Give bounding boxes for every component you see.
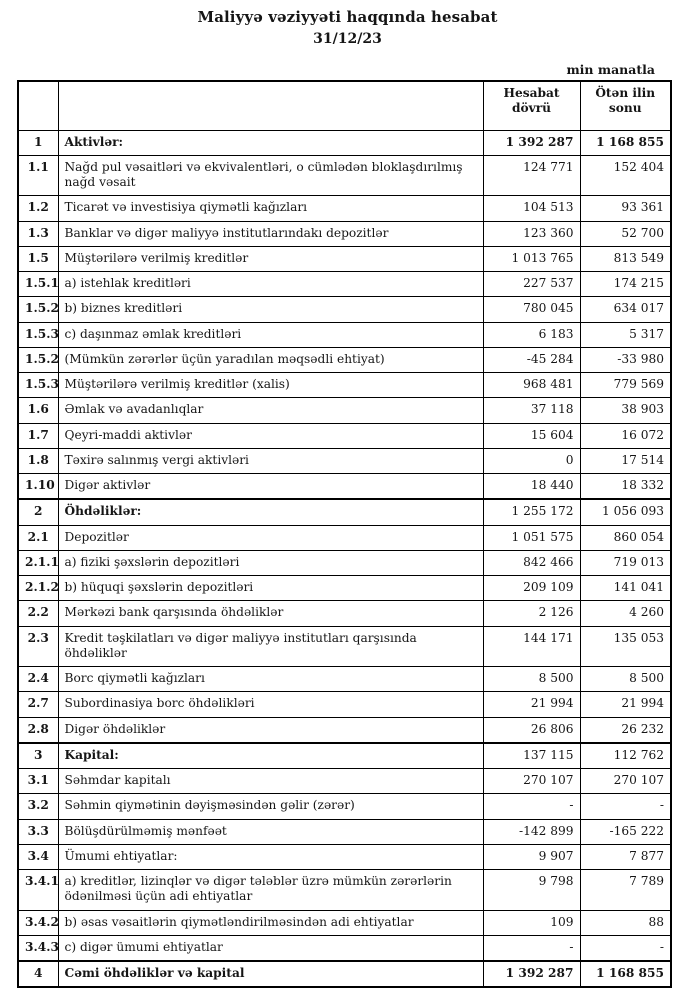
row-previous-value: 152 404 (580, 155, 671, 196)
report-title: Maliyyə vəziyyəti haqqında hesabat (197, 8, 498, 26)
row-label: Əmlak və avadanlıqlar (58, 398, 483, 423)
table-row (18, 246, 671, 271)
row-label: b) hüquqi şəxslərin depozitləri (58, 576, 483, 601)
row-label: Öhdəliklər: (58, 499, 483, 525)
row-number: 3.2 (18, 794, 58, 819)
row-previous-value: 93 361 (580, 196, 671, 221)
row-number: 1.5.1 (18, 272, 58, 297)
row-number: 1.10 (18, 474, 58, 500)
row-current-value: 18 440 (483, 474, 580, 500)
row-current-value: 109 (483, 910, 580, 935)
table-row (18, 423, 671, 448)
row-label: Müştərilərə verilmiş kreditlər (xalis) (58, 373, 483, 398)
row-previous-value: 141 041 (580, 576, 671, 601)
row-previous-value: 174 215 (580, 272, 671, 297)
row-number: 2.3 (18, 626, 58, 667)
header-label-cell (58, 81, 483, 131)
row-label: Ümumi ehtiyatlar: (58, 844, 483, 869)
row-previous-value: 21 994 (580, 692, 671, 717)
row-label: Müştərilərə verilmiş kreditlər (58, 246, 483, 271)
row-previous-value: 1 168 855 (580, 961, 671, 987)
table-row (18, 743, 671, 769)
row-label: Mərkəzi bank qarşısında öhdəliklər (58, 601, 483, 626)
row-number: 1.1 (18, 155, 58, 196)
row-current-value: 780 045 (483, 297, 580, 322)
table-row (18, 221, 671, 246)
row-label: Digər öhdəliklər (58, 717, 483, 743)
row-current-value: 1 392 287 (483, 961, 580, 987)
row-current-value: 209 109 (483, 576, 580, 601)
row-label: Banklar və digər maliyyə institutlarındakı depozitlər (58, 221, 483, 246)
row-number: 1.5.2 (18, 347, 58, 372)
table-row (18, 196, 671, 221)
table-row (18, 525, 671, 550)
row-number: 1.2 (18, 196, 58, 221)
row-number: 2.1.1 (18, 550, 58, 575)
row-number: 3.4.2 (18, 910, 58, 935)
table-row (18, 844, 671, 869)
row-previous-value: 88 (580, 910, 671, 935)
row-label: Nağd pul vəsaitləri və ekvivalentləri, o cümlədən bloklaşdırılmış nağd vəsait (58, 155, 483, 196)
table-row (18, 794, 671, 819)
table-row (18, 819, 671, 844)
row-number: 1.5 (18, 246, 58, 271)
row-number: 1.7 (18, 423, 58, 448)
row-label: a) istehlak kreditləri (58, 272, 483, 297)
row-label: (Mümkün zərərlər üçün yaradılan məqsədli ehtiyat) (58, 347, 483, 372)
row-current-value: 0 (483, 448, 580, 473)
header-current-period: Hesabat dövrü (483, 81, 580, 131)
row-number: 1.6 (18, 398, 58, 423)
table-row (18, 576, 671, 601)
row-label: Bölüşdürülməmiş mənfəət (58, 819, 483, 844)
row-current-value: 15 604 (483, 423, 580, 448)
row-label: c) daşınmaz əmlak kreditləri (58, 322, 483, 347)
row-current-value: 227 537 (483, 272, 580, 297)
row-current-value: 9 907 (483, 844, 580, 869)
row-previous-value: - (580, 794, 671, 819)
row-number: 2.8 (18, 717, 58, 743)
row-label: Cəmi öhdəliklər və kapital (58, 961, 483, 987)
row-previous-value: 5 317 (580, 322, 671, 347)
row-current-value: 1 392 287 (483, 130, 580, 155)
header-previous-period: Ötən ilin sonu (580, 81, 671, 131)
row-label: Səhmin qiymətinin dəyişməsindən gəlir (zərər) (58, 794, 483, 819)
row-label: Səhmdar kapitalı (58, 769, 483, 794)
row-previous-value: - (580, 935, 671, 961)
table-row (18, 272, 671, 297)
row-previous-value: 18 332 (580, 474, 671, 500)
row-previous-value: 779 569 (580, 373, 671, 398)
row-label: a) fiziki şəxslərin depozitləri (58, 550, 483, 575)
table-row (18, 717, 671, 743)
row-previous-value: 719 013 (580, 550, 671, 575)
row-current-value: 270 107 (483, 769, 580, 794)
row-previous-value: 17 514 (580, 448, 671, 473)
table-row (18, 769, 671, 794)
row-current-value: 8 500 (483, 667, 580, 692)
row-previous-value: 112 762 (580, 743, 671, 769)
row-previous-value: 8 500 (580, 667, 671, 692)
row-number: 1 (18, 130, 58, 155)
row-current-value: 6 183 (483, 322, 580, 347)
row-number: 3.1 (18, 769, 58, 794)
row-previous-value: 1 168 855 (580, 130, 671, 155)
row-number: 2.1.2 (18, 576, 58, 601)
row-label: b) biznes kreditləri (58, 297, 483, 322)
row-current-value: 37 118 (483, 398, 580, 423)
row-label: Qeyri-maddi aktivlər (58, 423, 483, 448)
row-previous-value: 1 056 093 (580, 499, 671, 525)
row-current-value: 104 513 (483, 196, 580, 221)
row-previous-value: -165 222 (580, 819, 671, 844)
row-number: 4 (18, 961, 58, 987)
row-previous-value: 7 789 (580, 870, 671, 911)
row-previous-value: 4 260 (580, 601, 671, 626)
table-row (18, 935, 671, 961)
row-number: 1.5.3 (18, 373, 58, 398)
row-previous-value: 135 053 (580, 626, 671, 667)
row-number: 1.5.2 (18, 297, 58, 322)
row-current-value: 9 798 (483, 870, 580, 911)
table-row (18, 910, 671, 935)
row-current-value: 21 994 (483, 692, 580, 717)
table-row (18, 870, 671, 911)
row-number: 1.5.3 (18, 322, 58, 347)
table-row (18, 448, 671, 473)
row-previous-value: 16 072 (580, 423, 671, 448)
row-number: 3 (18, 743, 58, 769)
row-number: 2.1 (18, 525, 58, 550)
row-number: 2.2 (18, 601, 58, 626)
row-current-value: - (483, 935, 580, 961)
row-label: Depozitlər (58, 525, 483, 550)
row-number: 3.3 (18, 819, 58, 844)
table-row (18, 961, 671, 987)
row-number: 2.4 (18, 667, 58, 692)
row-previous-value: 7 877 (580, 844, 671, 869)
table-row (18, 667, 671, 692)
row-number: 2 (18, 499, 58, 525)
row-label: Aktivlər: (58, 130, 483, 155)
row-current-value: 144 171 (483, 626, 580, 667)
row-label: Ticarət və investisiya qiymətli kağızları (58, 196, 483, 221)
row-label: Kapital: (58, 743, 483, 769)
row-previous-value: 270 107 (580, 769, 671, 794)
table-row (18, 155, 671, 196)
row-previous-value: 813 549 (580, 246, 671, 271)
row-current-value: -45 284 (483, 347, 580, 372)
row-current-value: 1 255 172 (483, 499, 580, 525)
table-row (18, 322, 671, 347)
row-label: Subordinasiya borc öhdəlikləri (58, 692, 483, 717)
row-number: 1.3 (18, 221, 58, 246)
row-label: a) kreditlər, lizinqlər və digər tələblər üzrə mümkün zərərlərin ödənilməsi üçün adi ehtiyatlar (58, 870, 483, 911)
row-label: Borc qiymətli kağızları (58, 667, 483, 692)
table-row (18, 626, 671, 667)
table-row (18, 474, 671, 500)
table-row (18, 692, 671, 717)
table-row (18, 499, 671, 525)
row-current-value: 968 481 (483, 373, 580, 398)
row-label: Kredit təşkilatları və digər maliyyə institutları qarşısında öhdəliklər (58, 626, 483, 667)
row-current-value: 1 051 575 (483, 525, 580, 550)
table-row (18, 130, 671, 155)
row-current-value: 26 806 (483, 717, 580, 743)
unit-note: min manatla (566, 61, 655, 77)
row-number: 1.8 (18, 448, 58, 473)
row-current-value: 1 013 765 (483, 246, 580, 271)
table-row (18, 550, 671, 575)
report-date: 31/12/23 (313, 30, 382, 47)
row-previous-value: 634 017 (580, 297, 671, 322)
row-label: c) digər ümumi ehtiyatlar (58, 935, 483, 961)
row-current-value: 123 360 (483, 221, 580, 246)
row-previous-value: -33 980 (580, 347, 671, 372)
row-current-value: -142 899 (483, 819, 580, 844)
row-previous-value: 860 054 (580, 525, 671, 550)
table-row (18, 601, 671, 626)
row-number: 3.4.3 (18, 935, 58, 961)
row-label: b) əsas vəsaitlərin qiymətləndirilməsindən adi ehtiyatlar (58, 910, 483, 935)
row-number: 3.4 (18, 844, 58, 869)
row-previous-value: 38 903 (580, 398, 671, 423)
row-current-value: - (483, 794, 580, 819)
table-row (18, 297, 671, 322)
table-row (18, 398, 671, 423)
row-number: 2.7 (18, 692, 58, 717)
row-previous-value: 26 232 (580, 717, 671, 743)
row-current-value: 842 466 (483, 550, 580, 575)
row-previous-value: 52 700 (580, 221, 671, 246)
row-number: 3.4.1 (18, 870, 58, 911)
table-row (18, 347, 671, 372)
row-label: Təxirə salınmış vergi aktivləri (58, 448, 483, 473)
financial-position-table (17, 80, 672, 988)
header-number-cell (18, 81, 58, 131)
row-current-value: 137 115 (483, 743, 580, 769)
row-label: Digər aktivlər (58, 474, 483, 500)
table-header-row (18, 81, 671, 131)
row-current-value: 2 126 (483, 601, 580, 626)
row-current-value: 124 771 (483, 155, 580, 196)
table-row (18, 373, 671, 398)
